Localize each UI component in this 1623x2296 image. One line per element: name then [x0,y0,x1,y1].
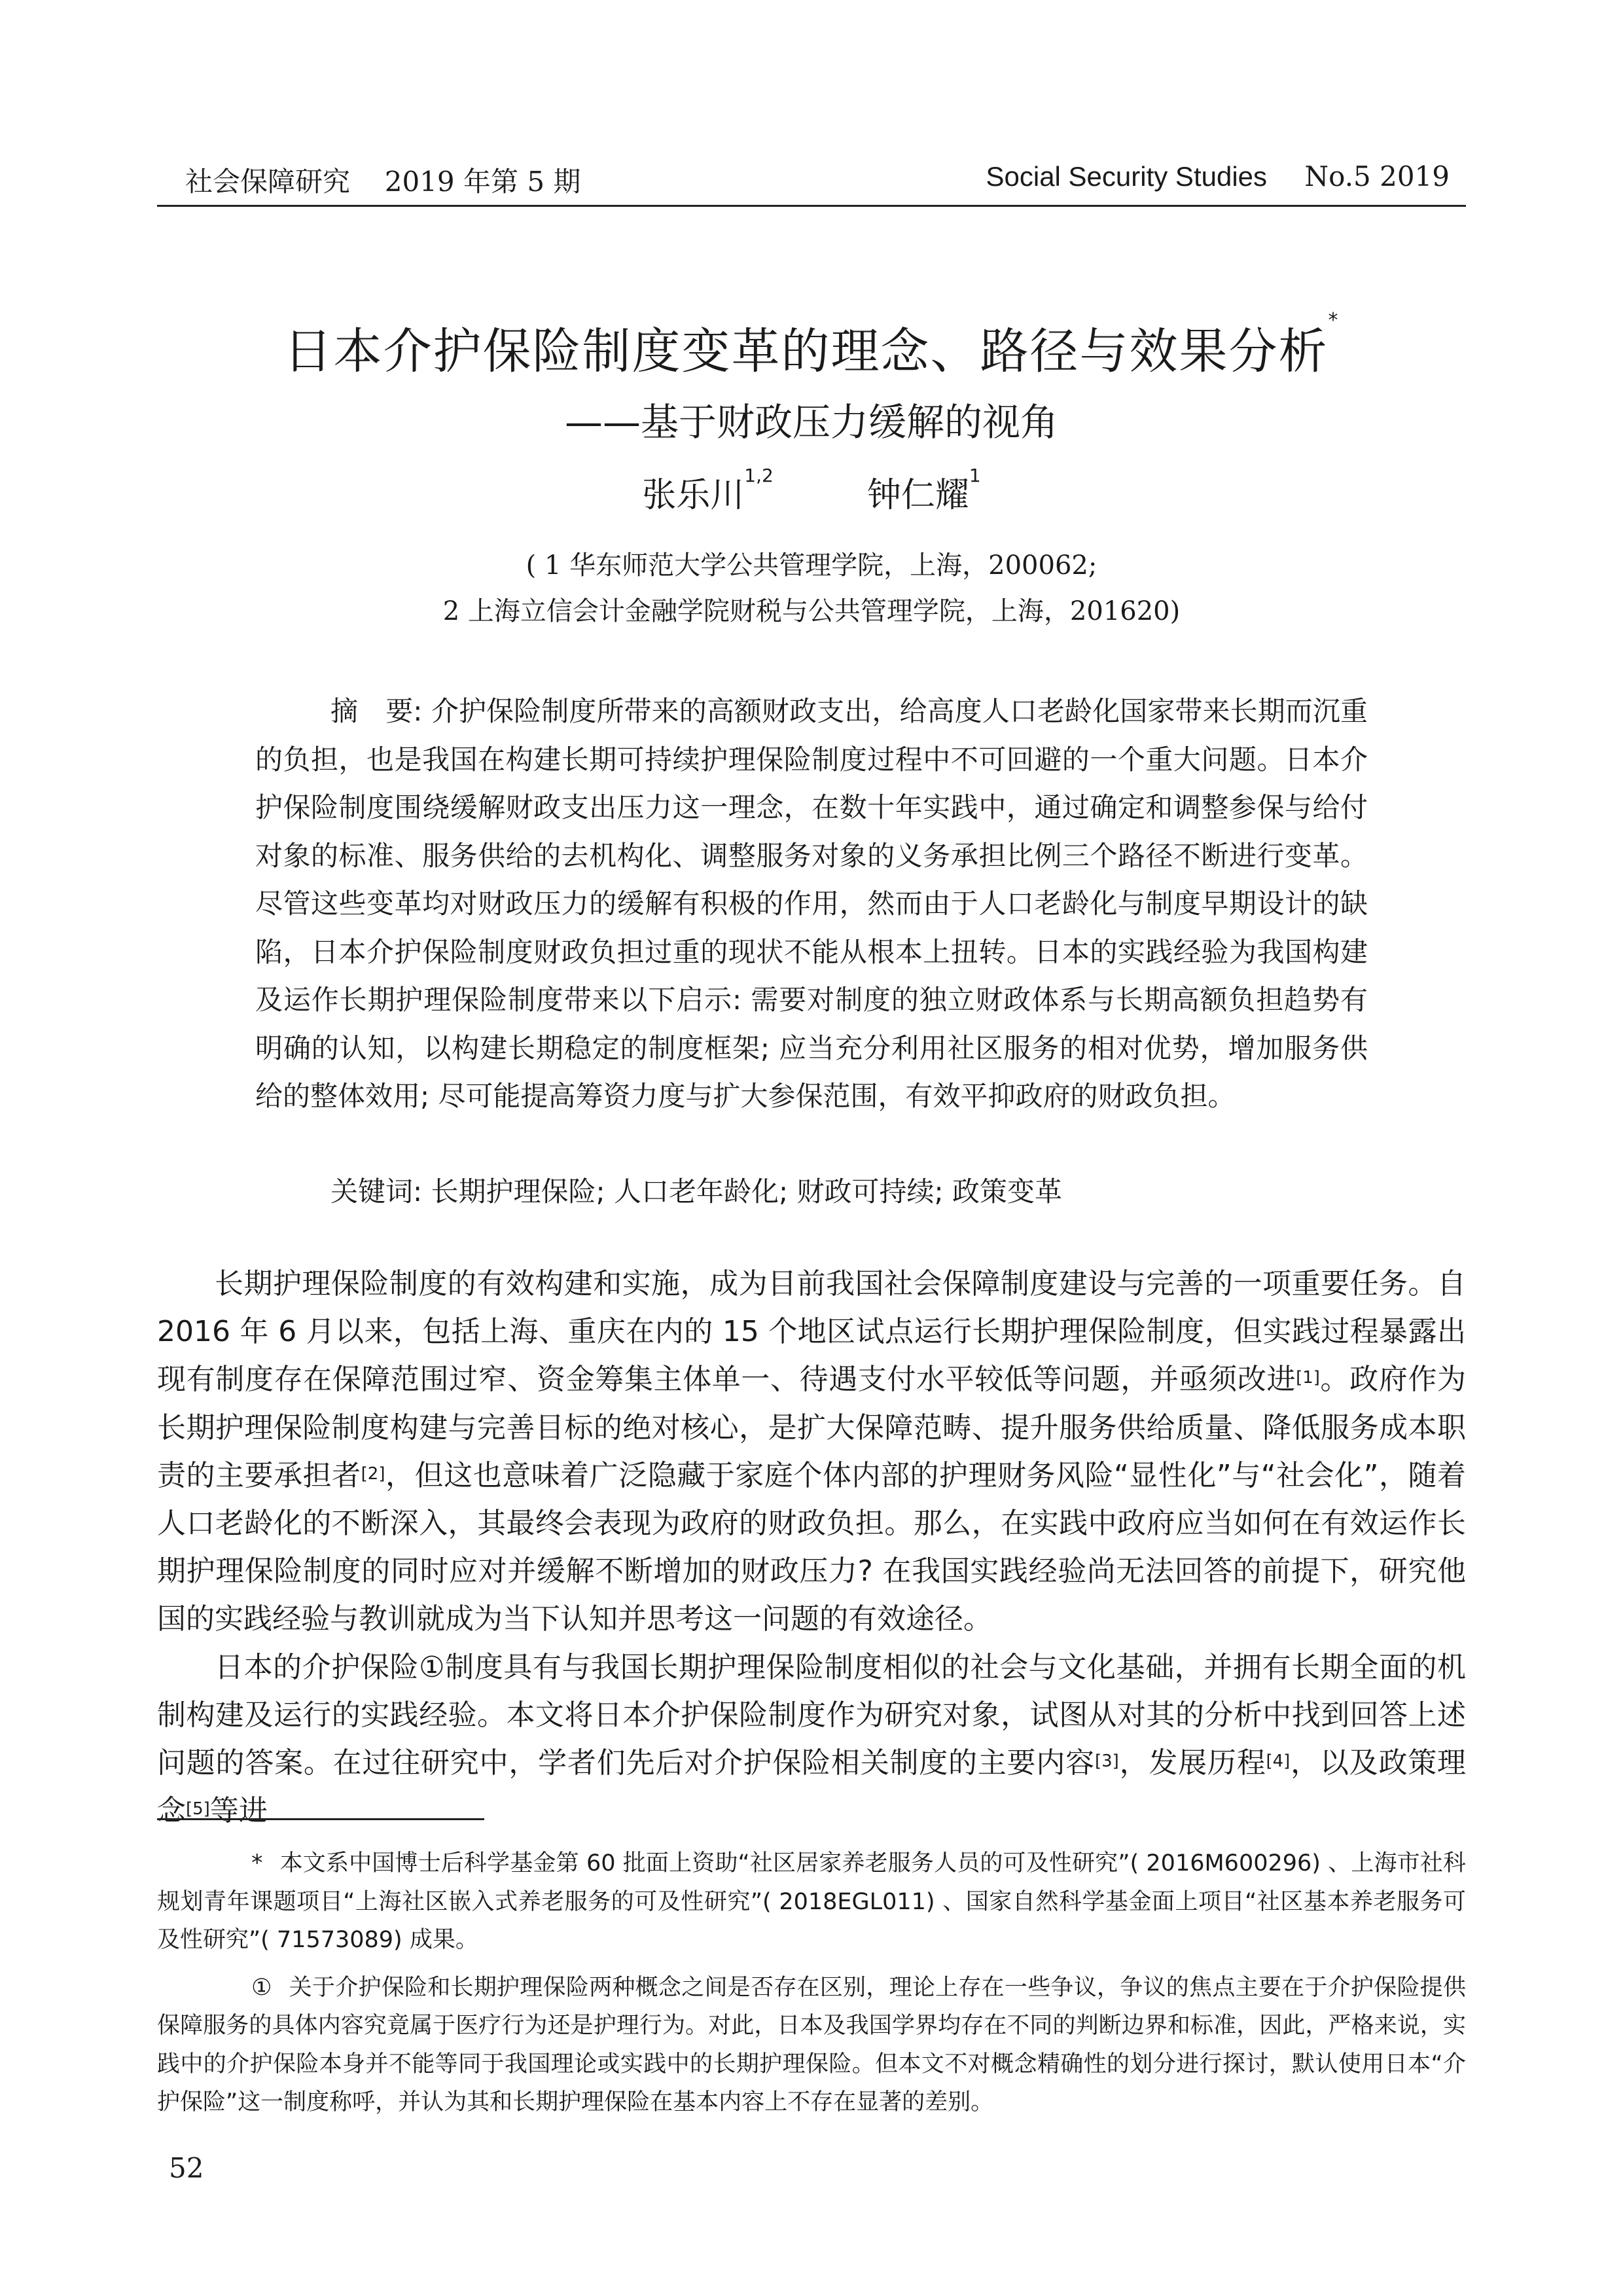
citation-4: [4] [1266,1751,1291,1772]
body-paragraph-2: 日本的介护保险①制度具有与我国长期护理保险制度相似的社会与文化基础，并拥有长期全面的机制构建及运行的实践经验。本文将日本介护保险制度作为研究对象，试图从对其的分析中找到回答上述问题的答案。在过往研究中，学者们先后对介护保险相关制度的主要内容[3]，发展历程[4]，以及政策理念[5]等进 [157,1650,1467,1828]
footnote-divider [157,1818,484,1820]
page-number: 52 [169,2152,204,2184]
citation-2: [2] [361,1463,385,1484]
title-footnote-mark: * [1328,309,1340,332]
running-header-left [185,160,580,200]
abstract-text: 介护保险制度所带来的高额财政支出，给高度人口老龄化国家带来长期而沉重的负担，也是我国在构建长期可持续护理保险制度过程中不可回避的一个重大问题。日本介护保险制度围绕缓解财政支出压力这一理念，在数十年实践中，通过确定和调整参保与给付对象的标准、服务供给的去机构化、调整服务对象的义务承担比例三个路径不断进行变革。尽管这些变革均对财政压力的缓解有积极的作用，然而由于人口老龄化与制度早期设计的缺陷，日本介护保险制度财政负担过重的现状不能从根本上扭转。日本的实践经验为我国构建及运作长期护理保险制度带来以下启示: 需要对制度的独立财政体系与长期高额负担趋势有明确的认知，以构建长期稳定的制度框架; 应当充分利用社区服务的相对优势，增加服务供给的整体效用; 尽可能提高筹资力度与扩大参保范围，有效平抑政府的财政负担。 [255,695,1368,1112]
citation-1: [1] [1296,1368,1320,1388]
citation-3: [3] [1094,1751,1119,1772]
footnote-funding-mark: * [251,1850,263,1876]
affiliation-2: 2 上海立信会计金融学院财税与公共管理学院，上海，201620) [442,596,1181,626]
footnote-ref-1: ① [419,1650,446,1684]
abstract-label: 摘 要: [330,695,423,727]
keywords-label: 关键词: [330,1175,423,1208]
header-divider [157,205,1466,207]
abstract [255,687,1368,1121]
article-title-text: 日本介护保险制度变革的理念、路径与效果分析 [283,323,1329,380]
author-2-affil: 1 [969,465,981,486]
footnote-funding: * 本文系中国博士后科学基金第 60 批面上资助“社区居家养老服务人员的可及性研究”( 2016M600296) 、上海市社科规划青年课题项目“上海社区嵌入式养老服务的可及性研究”( 2018EGL011) 、国家自然科学基金面上项目“社区基本养老服务可及性研究”( 71573089) 成果。 [157,1844,1466,1960]
footnote-1-mark: ① [251,1974,272,2001]
body-text [157,1260,1466,1835]
running-header-right [986,160,1450,192]
affiliation-1: ( 1 华东师范大学公共管理学院，上海，200062; [526,550,1097,581]
body-paragraph-1: 长期护理保险制度的有效构建和实施，成为目前我国社会保障制度建设与完善的一项重要任务。自 2016 年 6 月以来，包括上海、重庆在内的 15 个地区试点运行长期护理保险制度，但实践过程暴露出现有制度存在保障范围过窄、资金筹集主体单一、待遇支付水平较低等问题，并亟须改进[1]。政府作为长期护理保险制度构建与完善目标的绝对核心，是扩大保障范畴、提升服务供给质量、降低服务成本职责的主要承担者[2]，但这也意味着广泛隐藏于家庭个体内部的护理财务风险“显性化”与“社会化”，随着人口老龄化的不断深入，其最终会表现为政府的财政负担。那么，在实践中政府应当如何在有效运作长期护理保险制度的同时应对并缓解不断增加的财政压力? 在我国实践经验尚无法回答的前提下，研究他国的实践经验与教训就成为当下认知并思考这一问题的有效途径。 [157,1267,1467,1636]
issue-en: No.5 2019 [1304,160,1450,192]
footnote-1: ① 关于介护保险和长期护理保险两种概念之间是否存在区别，理论上存在一些争议，争议的焦点主要在于介护保险提供保障服务的具体内容究竟属于医疗行为还是护理行为。对此，日本及我国学界均存在不同的判断边界和标准，因此，严格来说，实践中的介护保险本身并不能等同于我国理论或实践中的长期护理保险。但本文不对概念精确性的划分进行探讨，默认使用日本“介护保险”这一制度称呼，并认为其和长期护理保险在基本内容上不存在显著的差别。 [157,1969,1466,2122]
author-1: 张乐川 [642,476,745,515]
journal-name-en: Social Security Studies [986,161,1268,192]
author-1-affil: 1,2 [744,465,774,486]
author-line [0,467,1623,516]
keywords-text: 长期护理保险; 人口老年龄化; 财政可持续; 政策变革 [431,1175,1063,1208]
article-title [0,309,1623,382]
citation-5: [5] [186,1799,210,1820]
footnotes [157,1844,1466,2131]
author-2: 钟仁耀 [866,476,969,515]
keywords [330,1170,1062,1210]
journal-name-cn: 社会保障研究 [185,166,351,198]
article-subtitle: ——基于财政压力缓解的视角 [564,400,1058,444]
issue-cn: 2019 年第 5 期 [384,166,581,198]
